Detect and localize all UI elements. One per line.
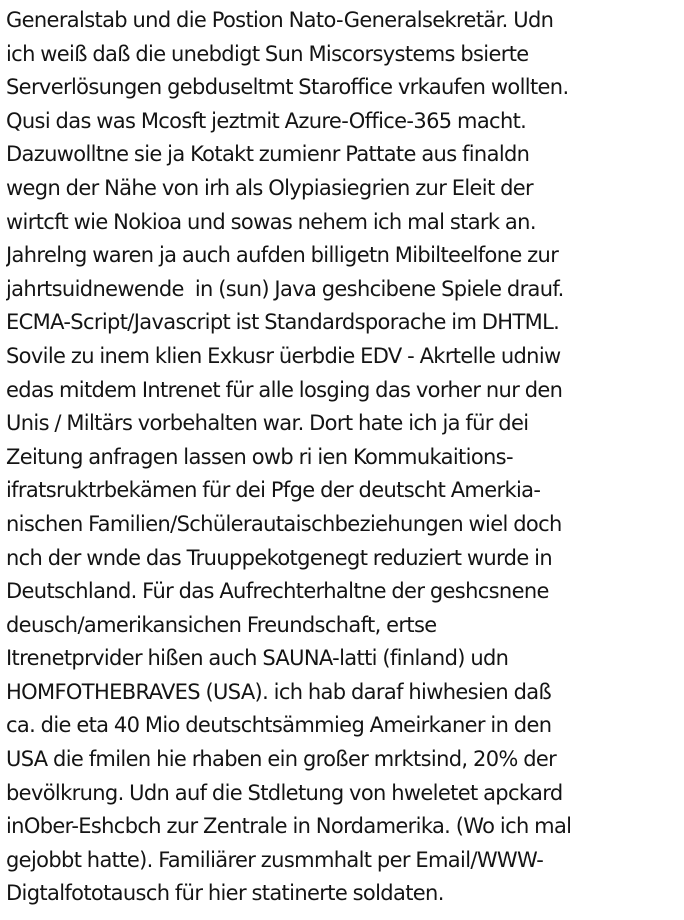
text-line-26: gejobbt hatte). Familiärer zusmmhalt per Email/WWW- — [6, 847, 544, 872]
text-line-3: Serverlösungen gebduseltmt Staroffice vrkaufen wollten. — [6, 75, 569, 100]
body-text — [6, 4, 684, 911]
text-line-23: USA die fmilen hie rhaben ein großer mrktsind, 20% der — [6, 747, 557, 772]
text-line-25: inOber-Eshcbch zur Zentrale in Nordamerika. (Wo ich mal — [6, 814, 572, 839]
text-line-16: nischen Familien/Schülerautaischbeziehungen wiel doch — [6, 511, 562, 536]
text-line-19: deusch/amerikansichen Freundschaft, ertse — [6, 612, 437, 637]
text-line-18: Deutschland. Für das Aufrechterhaltne der geshcsnene — [6, 579, 549, 604]
text-line-9: jahrtsuidnewende in (sun) Java geshcibene Spiele drauf. — [6, 276, 564, 301]
text-line-5: Dazuwolltne sie ja Kotakt zumienr Pattate aus finaldn — [6, 142, 530, 167]
text-line-14: Zeitung anfragen lassen owb ri ien Kommukaitions- — [6, 444, 513, 469]
text-line-22: ca. die eta 40 Mio deutschtsämmieg Ameirkaner in den — [6, 713, 552, 738]
text-line-11: Sovile zu inem klien Exkusr üerbdie EDV - Akrtelle udniw — [6, 343, 561, 368]
text-line-7: wirtcft wie Nokioa und sowas nehem ich mal stark an. — [6, 209, 536, 234]
text-line-1: Generalstab und die Postion Nato-Generalsekretär. Udn — [6, 8, 554, 32]
text-line-4: Qusi das was Mcosft jeztmit Azure-Office-365 macht. — [6, 108, 527, 133]
text-line-24: bevölkrung. Udn auf die Stdletung von hweletet apckard — [6, 780, 563, 805]
text-line-15: ifratsruktrbekämen für dei Pfge der deutscht Amerkia- — [6, 478, 541, 503]
text-line-13: Unis / Miltärs vorbehalten war. Dort hate ich ja für dei — [6, 411, 529, 436]
text-line-17: nch der wnde das Truuppekotgenegt reduziert wurde in — [6, 545, 552, 570]
text-line-27: Digtalfototausch für hier statinerte soldaten. — [6, 881, 444, 906]
text-line-2: ich weiß daß die unebdigt Sun Miscorsystems bsierte — [6, 41, 529, 66]
text-line-10: ECMA-Script/Javascript ist Standardsporache im DHTML. — [6, 310, 560, 335]
text-line-20: Itrenetprvider hißen auch SAUNA-latti (finland) udn — [6, 646, 509, 671]
text-line-21: HOMFOTHEBRAVES (USA). ich hab daraf hiwhesien daß — [6, 679, 552, 704]
text-line-12: edas mitdem Intrenet für alle losging das vorher nur den — [6, 377, 563, 402]
text-line-6: wegn der Nähe von irh als Olypiasiegrien zur Eleit der — [6, 175, 534, 200]
text-line-8: Jahrelng waren ja auch aufden billigetn Mibilteelfone zur — [6, 243, 559, 268]
